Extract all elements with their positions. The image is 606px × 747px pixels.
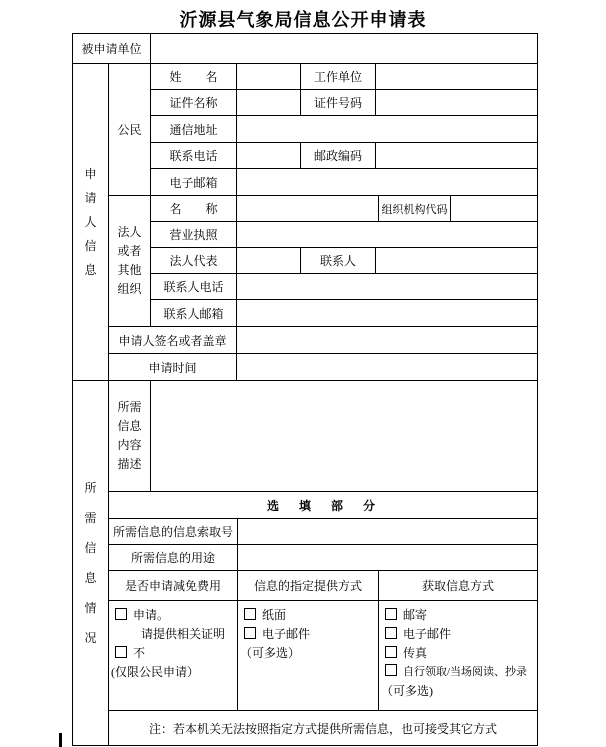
license-label: 营业执照 bbox=[151, 222, 237, 247]
id-type-field[interactable] bbox=[237, 90, 301, 115]
no-option-label: 不 bbox=[133, 646, 146, 660]
fee-waiver-options-cell bbox=[109, 601, 238, 710]
citizen-group-cell bbox=[109, 64, 151, 195]
table-row bbox=[151, 274, 537, 300]
organization-block bbox=[109, 196, 537, 327]
organization-group-label: 法人或者其他组织 bbox=[117, 225, 142, 296]
purpose-field[interactable] bbox=[238, 545, 537, 570]
paper-option-label: 纸面 bbox=[262, 608, 287, 622]
checkbox-pickup[interactable] bbox=[385, 664, 397, 676]
optional-section-header-row bbox=[109, 492, 537, 519]
checkbox-mail[interactable] bbox=[385, 608, 397, 620]
application-form-table bbox=[72, 33, 538, 746]
table-row bbox=[151, 248, 537, 274]
id-type-label: 证件名称 bbox=[151, 90, 237, 115]
email-label: 电子邮箱 bbox=[151, 169, 237, 195]
text-cursor-artifact bbox=[59, 733, 62, 747]
contact-field[interactable] bbox=[376, 248, 537, 273]
table-row bbox=[151, 90, 537, 116]
name-field[interactable] bbox=[237, 64, 301, 89]
description-row bbox=[109, 381, 537, 492]
required-section-label-cell bbox=[73, 381, 109, 745]
date-field[interactable] bbox=[237, 354, 537, 380]
org-code-field[interactable] bbox=[451, 196, 537, 221]
obtain-method-header: 获取信息方式 bbox=[421, 579, 494, 593]
table-row bbox=[151, 169, 537, 195]
signature-field[interactable] bbox=[237, 327, 537, 353]
work-unit-field[interactable] bbox=[376, 64, 537, 89]
pickup-option-label: 自行领取/当场阅读、抄录 bbox=[403, 666, 528, 678]
org-code-label: 组织机构代码 bbox=[379, 196, 451, 221]
options-header-row bbox=[109, 571, 537, 601]
email-obtain-option-label: 电子邮件 bbox=[403, 627, 452, 641]
date-label: 申请时间 bbox=[109, 354, 237, 380]
date-row bbox=[109, 354, 537, 380]
fax-option-label: 传真 bbox=[403, 646, 428, 660]
delivery-method-header: 信息的指定提供方式 bbox=[238, 571, 379, 600]
page-title: 沂源县气象局信息公开申请表 bbox=[179, 10, 427, 30]
table-row bbox=[151, 196, 537, 222]
checkbox-apply[interactable] bbox=[115, 608, 127, 620]
address-label: 通信地址 bbox=[151, 116, 237, 142]
checkbox-no[interactable] bbox=[115, 646, 127, 658]
description-label: 所需信息内容描述 bbox=[117, 400, 142, 471]
checkbox-paper[interactable] bbox=[244, 608, 256, 620]
table-row bbox=[151, 116, 537, 143]
checkbox-email-obtain[interactable] bbox=[385, 627, 397, 639]
table-row bbox=[151, 222, 537, 248]
description-field[interactable] bbox=[151, 381, 537, 491]
required-section-label: 所需信息情况 bbox=[84, 481, 97, 645]
license-field[interactable] bbox=[237, 222, 537, 247]
applied-unit-field[interactable] bbox=[151, 34, 537, 63]
apply-option-label: 申请。 bbox=[133, 608, 170, 622]
index-number-label: 所需信息的信息索取号 bbox=[109, 519, 238, 544]
table-row bbox=[151, 300, 537, 326]
delivery-options-cell bbox=[238, 601, 379, 710]
required-info-section bbox=[73, 381, 537, 745]
contact-phone-field[interactable] bbox=[237, 274, 537, 299]
contact-label: 联系人 bbox=[301, 248, 376, 273]
email-delivery-option-label: 电子邮件 bbox=[262, 627, 311, 641]
restriction-note-label: (仅限公民申请） bbox=[111, 665, 199, 679]
applied-unit-row bbox=[73, 34, 537, 64]
applicant-section bbox=[73, 64, 537, 381]
phone-field[interactable] bbox=[237, 143, 301, 168]
index-number-field[interactable] bbox=[238, 519, 537, 544]
contact-email-label: 联系人邮箱 bbox=[151, 300, 237, 326]
phone-label: 联系电话 bbox=[151, 143, 237, 168]
signature-label: 申请人签名或者盖章 bbox=[109, 327, 237, 353]
obtain-options-cell bbox=[379, 601, 537, 710]
apply-note-label: 请提供相关证明 bbox=[141, 627, 226, 641]
name-label: 姓 名 bbox=[151, 64, 237, 89]
applied-unit-label: 被申请单位 bbox=[73, 34, 151, 63]
org-name-label: 名 称 bbox=[151, 196, 237, 221]
postal-code-field[interactable] bbox=[376, 143, 537, 168]
footnote-row bbox=[109, 711, 537, 745]
description-label-cell bbox=[109, 381, 151, 491]
obtain-multi-note: （可多选) bbox=[381, 684, 433, 698]
footnote-text: 注：若本机关无法按照指定方式提供所需信息，也可接受其它方式 bbox=[148, 721, 497, 736]
mail-option-label: 邮寄 bbox=[403, 608, 428, 622]
representative-label: 法人代表 bbox=[151, 248, 237, 273]
contact-email-field[interactable] bbox=[237, 300, 537, 326]
purpose-label: 所需信息的用途 bbox=[109, 545, 238, 570]
representative-field[interactable] bbox=[237, 248, 301, 273]
checkbox-email-delivery[interactable] bbox=[244, 627, 256, 639]
citizen-group-label: 公民 bbox=[117, 123, 142, 137]
table-row bbox=[151, 143, 537, 169]
id-number-label: 证件号码 bbox=[301, 90, 376, 115]
email-field[interactable] bbox=[237, 169, 537, 195]
checkbox-fax[interactable] bbox=[385, 646, 397, 658]
purpose-row bbox=[109, 545, 537, 571]
address-field[interactable] bbox=[237, 116, 537, 142]
org-name-field[interactable] bbox=[237, 196, 379, 221]
table-row bbox=[151, 64, 537, 90]
applicant-section-label-cell bbox=[73, 64, 109, 380]
organization-group-cell bbox=[109, 196, 151, 326]
index-number-row bbox=[109, 519, 537, 545]
id-number-field[interactable] bbox=[376, 90, 537, 115]
fee-waiver-header: 是否申请减免费用 bbox=[109, 571, 238, 600]
postal-code-label: 邮政编码 bbox=[301, 143, 376, 168]
applicant-section-label: 申请人信息 bbox=[84, 167, 97, 277]
contact-phone-label: 联系人电话 bbox=[151, 274, 237, 299]
signature-row bbox=[109, 327, 537, 354]
citizen-block bbox=[109, 64, 537, 196]
delivery-multi-note: （可多选） bbox=[240, 646, 301, 660]
work-unit-label: 工作单位 bbox=[301, 64, 376, 89]
optional-section-title: 选 填 部 分 bbox=[266, 498, 379, 513]
options-row bbox=[109, 601, 537, 711]
